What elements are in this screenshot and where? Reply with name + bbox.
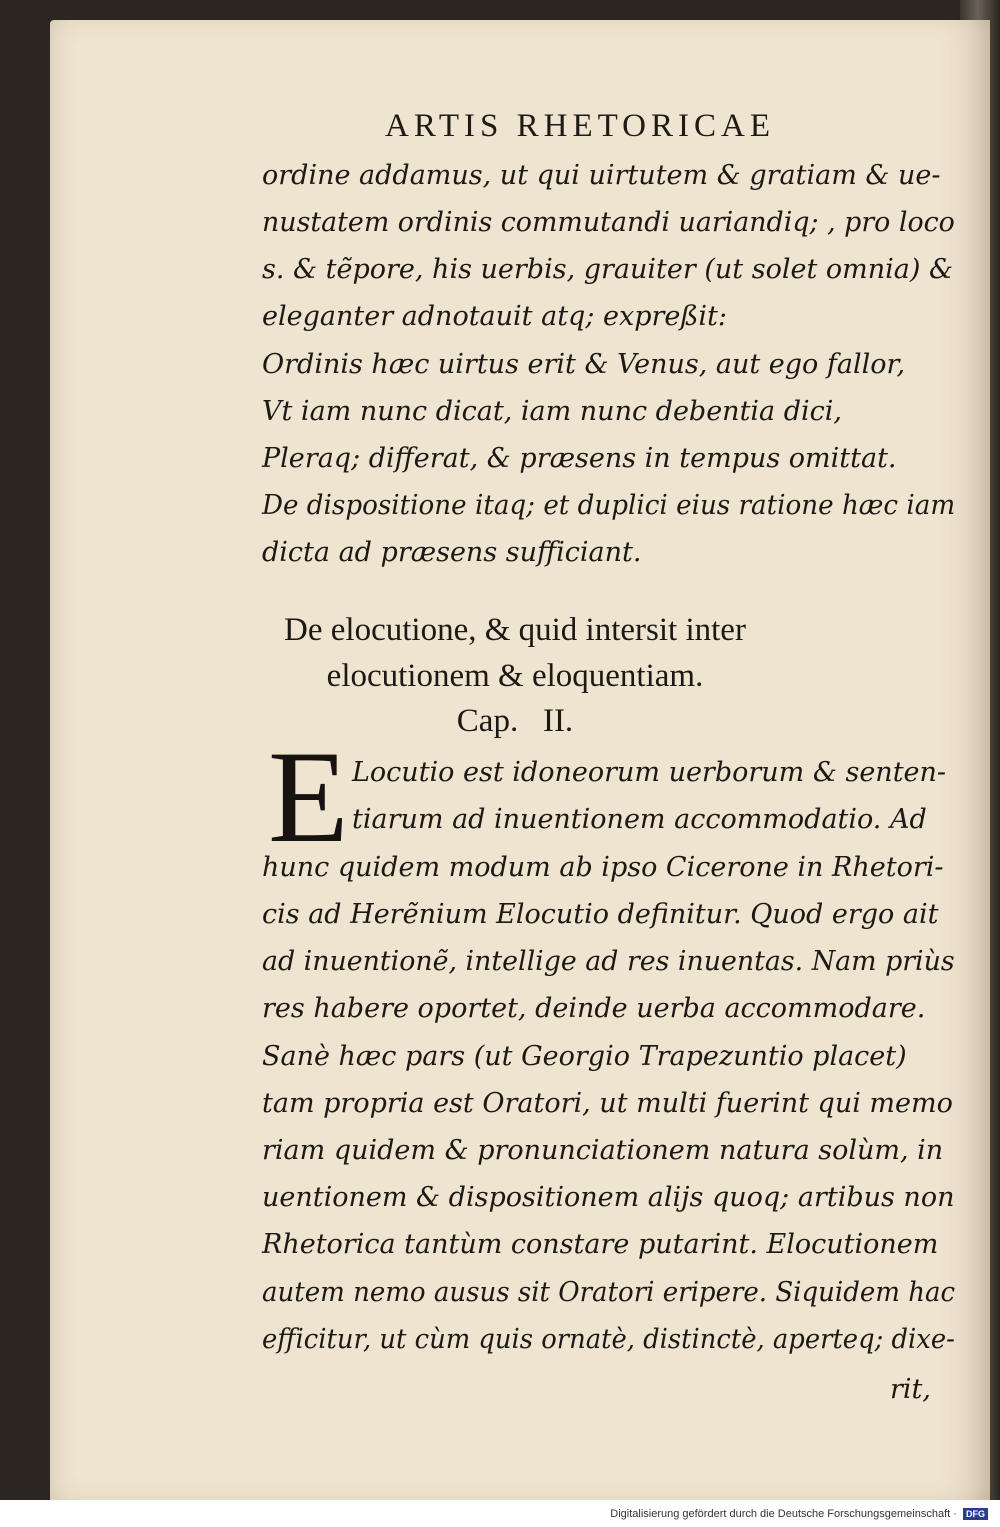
- text-line: Sanè hæc pars (ut Georgio Trapezuntio placet): [262, 1041, 907, 1072]
- text-line: ad inuentionẽ, intellige ad res inuentas. Nam priùs: [262, 946, 955, 977]
- text-line: riam quidem & pronunciationem natura solùm, in: [262, 1135, 944, 1166]
- running-head: ARTIS RHETORICAE: [385, 108, 776, 144]
- text-line: eleganter adnotauit atq; expreßit:: [262, 301, 728, 332]
- footer-credit: [610, 1508, 988, 1520]
- chapter-heading-line-2: elocutionem & eloquentiam.: [326, 658, 704, 694]
- text-line: res habere oportet, deinde uerba accommodare.: [262, 993, 926, 1024]
- text-line: cis ad Herẽnium Elocutio definitur. Quod ergo ait: [262, 899, 939, 930]
- drop-cap: E: [268, 723, 349, 870]
- text-line: s. & tẽpore, his uerbis, grauiter (ut solet omnia) &: [262, 254, 954, 285]
- text-line: nustatem ordinis commutandi uariandiq; , pro loco: [262, 207, 955, 238]
- text-line: Locutio est idoneorum uerborum & senten-: [352, 757, 947, 788]
- text-line: uentionem & dispositionem alijs quoq; artibus non: [262, 1182, 955, 1213]
- text-line: tam propria est Oratori, ut multi fuerint qui memo: [262, 1088, 953, 1119]
- chapter-heading-line-1: De elocutione, & quid intersit inter: [284, 612, 746, 648]
- text-line: autem nemo ausus sit Oratori eripere. Siquidem hac: [262, 1277, 956, 1308]
- verse-line: Pleraq; differat, & præsens in tempus omittat.: [262, 443, 897, 474]
- text-line: ordine addamus, ut qui uirtutem & gratiam & ue-: [262, 160, 941, 191]
- text-line: De dispositione itaq; et duplici eius ratione hæc iam: [262, 490, 956, 521]
- text-line: tiarum ad inuentionem accommodatio. Ad: [352, 804, 927, 835]
- text-line: efficitur, ut cùm quis ornatè, distinctè, aperteq; dixe-: [262, 1324, 955, 1355]
- text-line: Rhetorica tantùm constare putarint. Elocutionem: [262, 1229, 939, 1260]
- footer-text: Digitalisierung gefördert durch die Deutsche Forschungsgemeinschaft ·: [610, 1508, 957, 1520]
- text-line: hunc quidem modum ab ipso Cicerone in Rhetori-: [262, 852, 944, 883]
- verse-line: Ordinis hæc uirtus erit & Venus, aut ego fallor,: [262, 349, 906, 380]
- text-line: dicta ad præsens sufficiant.: [262, 537, 642, 568]
- dfg-logo-icon: DFG: [963, 1508, 988, 1520]
- catchword: rit,: [890, 1374, 931, 1405]
- chapter-number: Cap. II.: [456, 703, 574, 739]
- verse-line: Vt iam nunc dicat, iam nunc debentia dici,: [262, 396, 842, 427]
